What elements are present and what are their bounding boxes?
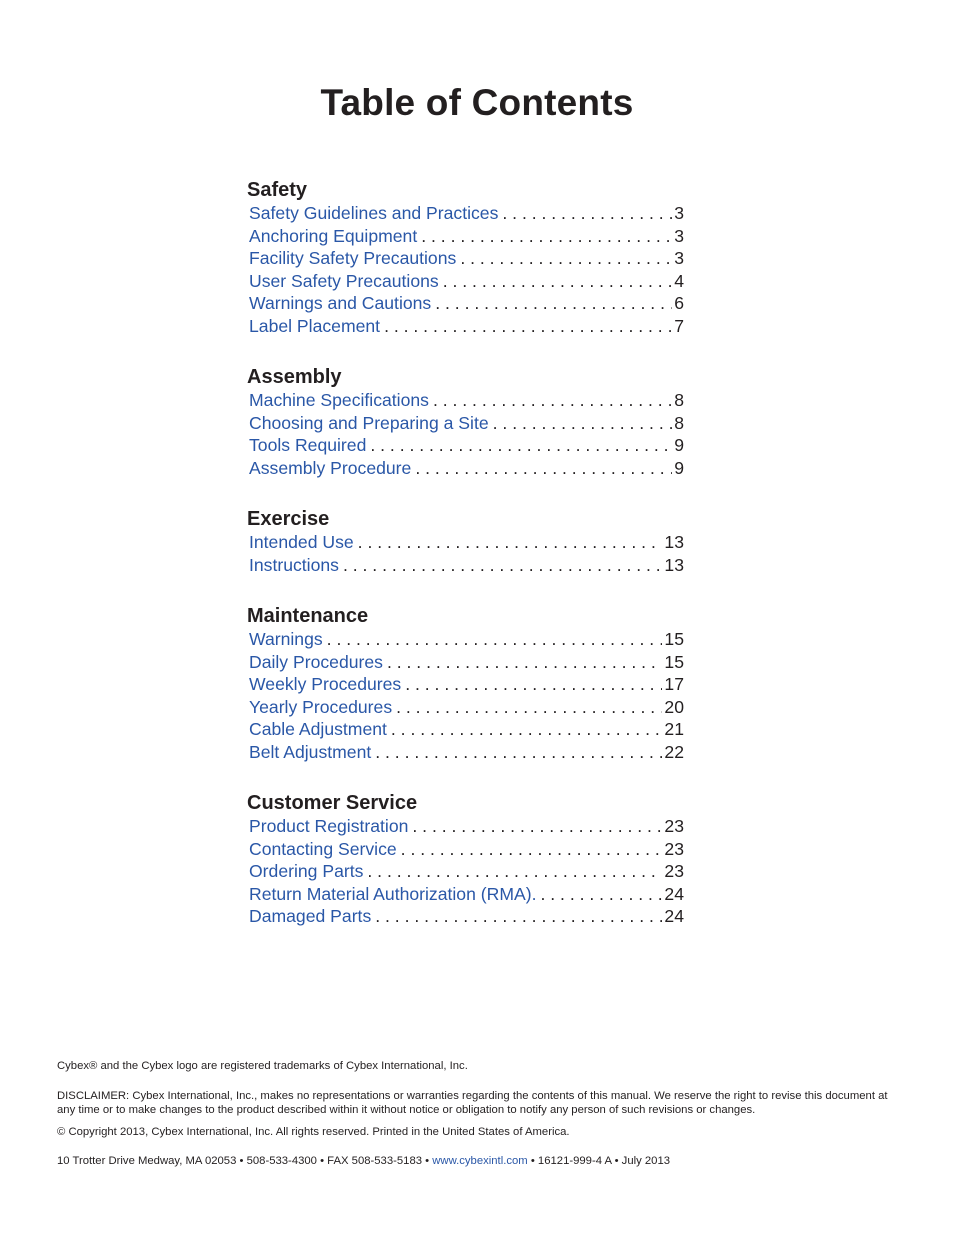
page-number: 23: [664, 861, 684, 881]
page-number: 6: [674, 293, 684, 313]
toc-entry-link[interactable]: Machine Specifications: [249, 390, 429, 410]
toc-entry-link[interactable]: Facility Safety Precautions: [249, 248, 457, 268]
section-heading: Exercise: [247, 508, 330, 530]
page-number: 3: [674, 248, 684, 268]
dot-leader: [460, 247, 672, 270]
toc-section-maintenance: [247, 604, 687, 763]
toc-section-customer-service: [247, 791, 687, 928]
toc-entry[interactable]: [247, 389, 687, 412]
page-number: 9: [674, 435, 684, 455]
copyright-notice: © Copyright 2013, Cybex International, Inc. All rights reserved. Printed in the United States of America.: [57, 1125, 570, 1138]
toc-entry-link[interactable]: Product Registration: [249, 816, 409, 836]
toc-entry[interactable]: [247, 628, 687, 651]
disclaimer: DISCLAIMER: Cybex International, Inc., makes no representations or warranties regarding the contents of this manual. We reserve the right to revise this document at any time or to make changes to the product described within it without notice or obligation to notify any person of such revisions or changes.: [57, 1089, 888, 1117]
dot-leader: [433, 389, 672, 412]
section-heading: Safety: [247, 179, 308, 201]
toc-entry-link[interactable]: Tools Required: [249, 435, 367, 455]
toc-entry-link[interactable]: Daily Procedures: [249, 651, 383, 672]
toc-entry[interactable]: [247, 815, 687, 838]
page-number: 23: [664, 838, 684, 859]
dot-leader: [343, 554, 662, 577]
toc-entry[interactable]: [247, 905, 687, 928]
toc-entry-link[interactable]: Return Material Authorization (RMA).: [249, 883, 537, 904]
section-heading: Maintenance: [247, 605, 369, 627]
toc-entry[interactable]: [247, 270, 687, 293]
toc-entry-link[interactable]: User Safety Precautions: [249, 270, 439, 291]
page-number: 15: [664, 651, 684, 672]
toc-entry-link[interactable]: Label Placement: [249, 315, 381, 336]
toc-entry-link[interactable]: Anchoring Equipment: [249, 225, 418, 246]
toc-entry-link[interactable]: Warnings and Cautions: [249, 293, 432, 313]
toc-entry-link[interactable]: Yearly Procedures: [249, 696, 393, 717]
toc-entry-link[interactable]: Contacting Service: [249, 838, 397, 859]
dot-leader: [502, 202, 672, 225]
page-number: 8: [674, 412, 684, 433]
toc-entry[interactable]: [247, 860, 687, 883]
toc-entry[interactable]: [247, 838, 687, 861]
dot-leader: [387, 651, 662, 674]
toc-entry-link[interactable]: Safety Guidelines and Practices: [249, 203, 499, 223]
page-number: 4: [674, 270, 684, 291]
dot-leader: [415, 457, 672, 480]
dot-leader: [384, 315, 672, 338]
page-number: 8: [674, 390, 684, 410]
toc-entry-link[interactable]: Assembly Procedure: [249, 457, 412, 478]
page-number: 13: [664, 554, 684, 575]
toc-entry[interactable]: [247, 718, 687, 741]
dot-leader: [327, 628, 663, 651]
website-link[interactable]: www.cybexintl.com: [432, 1155, 528, 1168]
toc-entry[interactable]: [247, 292, 687, 315]
page-number: 24: [664, 883, 684, 904]
section-heading: Assembly: [247, 366, 342, 388]
toc-entry-link[interactable]: Choosing and Preparing a Site: [249, 412, 489, 433]
toc-entry-link[interactable]: Damaged Parts: [249, 906, 372, 926]
dot-leader: [358, 531, 663, 554]
toc-entry[interactable]: [247, 225, 687, 248]
dot-leader: [375, 905, 662, 928]
footer: [57, 1059, 892, 1184]
page-number: 22: [664, 741, 684, 762]
page-number: 23: [664, 816, 684, 836]
address: 10 Trotter Drive Medway, MA 02053 • 508-533-4300 • FAX 508-533-5183 •: [57, 1155, 430, 1168]
page-title: Table of Contents: [320, 82, 634, 123]
dot-leader: [412, 815, 662, 838]
toc-entry[interactable]: [247, 315, 687, 338]
page-number: 21: [664, 719, 684, 739]
toc-entry[interactable]: [247, 457, 687, 480]
page-number: 24: [664, 906, 684, 926]
table-of-contents: [247, 178, 687, 956]
toc-section-safety: [247, 178, 687, 337]
dot-leader: [405, 673, 662, 696]
toc-entry-link[interactable]: Warnings: [249, 629, 323, 649]
dot-leader: [421, 225, 672, 248]
toc-entry[interactable]: [247, 741, 687, 764]
document-info: • 16121-999-4 A • July 2013: [530, 1155, 671, 1168]
page-number: 15: [664, 629, 684, 649]
toc-entry-link[interactable]: Weekly Procedures: [249, 674, 402, 694]
toc-entry-link[interactable]: Intended Use: [249, 532, 354, 552]
dot-leader: [367, 860, 662, 883]
trademark-notice: Cybex® and the Cybex logo are registered trademarks of Cybex International, Inc.: [57, 1060, 468, 1072]
toc-entry[interactable]: [247, 247, 687, 270]
page-number: 13: [664, 532, 684, 552]
section-heading: Customer Service: [247, 792, 418, 814]
toc-entry-link[interactable]: Ordering Parts: [249, 861, 364, 881]
dot-leader: [370, 434, 672, 457]
dot-leader: [493, 412, 673, 435]
toc-entry-link[interactable]: Belt Adjustment: [249, 741, 372, 762]
toc-entry[interactable]: [247, 883, 687, 906]
dot-leader: [401, 838, 663, 861]
dot-leader: [443, 270, 672, 293]
toc-entry[interactable]: [247, 554, 687, 577]
toc-section-exercise: [247, 507, 687, 576]
page-number: 3: [674, 203, 684, 223]
dot-leader: [396, 696, 662, 719]
toc-entry-link[interactable]: Instructions: [249, 554, 339, 575]
dot-leader: [435, 292, 672, 315]
toc-entry[interactable]: [247, 412, 687, 435]
contact-line: [57, 1154, 892, 1169]
page-number: 9: [674, 457, 684, 478]
page-number: 7: [674, 315, 684, 336]
toc-section-assembly: [247, 365, 687, 479]
page-number: 17: [664, 674, 684, 694]
toc-entry[interactable]: [247, 651, 687, 674]
toc-entry[interactable]: [247, 696, 687, 719]
page-number: 3: [674, 225, 684, 246]
dot-leader: [391, 718, 663, 741]
dot-leader: [540, 883, 662, 906]
page-number: 20: [664, 696, 684, 717]
toc-entry[interactable]: [247, 202, 687, 225]
toc-entry-link[interactable]: Cable Adjustment: [249, 719, 387, 739]
toc-entry[interactable]: [247, 434, 687, 457]
toc-entry[interactable]: [247, 531, 687, 554]
dot-leader: [375, 741, 662, 764]
toc-entry[interactable]: [247, 673, 687, 696]
